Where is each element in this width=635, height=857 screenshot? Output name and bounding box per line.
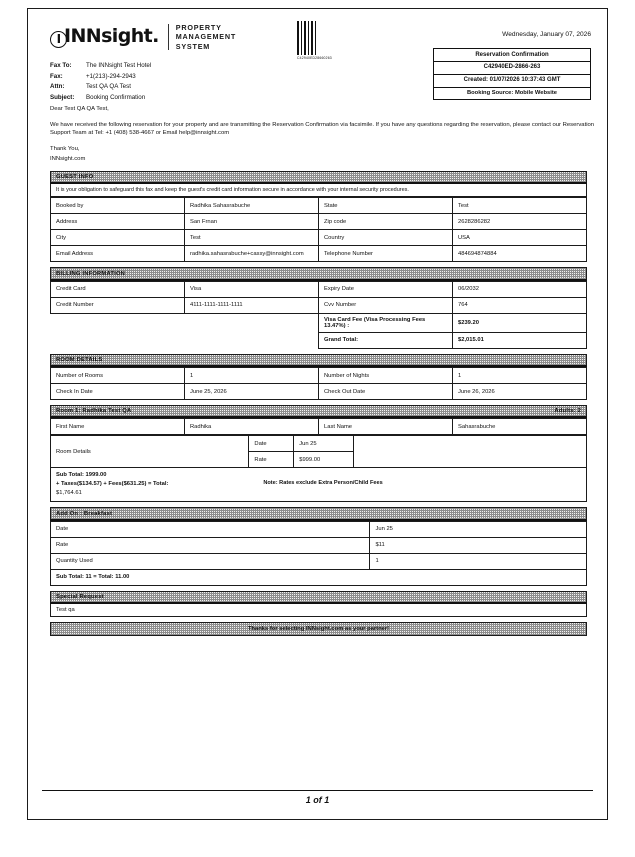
letter-signoff-2: INNsight.com	[50, 156, 86, 163]
room-1-title: Room 1: Radhika Test QA	[56, 408, 132, 415]
table-row	[51, 332, 587, 348]
logo-circle-icon: I	[50, 31, 67, 48]
special-request-section	[50, 591, 587, 617]
billing-blank-3	[51, 332, 185, 348]
room-details-section	[50, 354, 587, 400]
telephone-label: Telephone Number	[319, 246, 453, 262]
check-in-label: Check In Date	[51, 384, 185, 400]
billing-blank-1	[51, 313, 185, 332]
room-details-table	[50, 367, 587, 400]
room-details-title: ROOM DETAILS	[50, 354, 587, 367]
guest-info-section	[50, 171, 587, 262]
credit-number-value: 4111-1111-1111-1111	[185, 297, 319, 313]
room-1-guest-table	[50, 418, 587, 435]
fax-sheet	[27, 8, 608, 820]
table-row	[51, 313, 587, 332]
created-timestamp: Created: 01/07/2026 10:37:43 GMT	[434, 75, 590, 88]
logo-sub-line-3: SYSTEM	[175, 41, 211, 51]
table-row	[51, 246, 587, 262]
table-row	[51, 368, 587, 384]
add-on-quantity-label: Quantity Used	[51, 553, 370, 569]
fax-to-value: The INNsight Test Hotel	[86, 62, 152, 69]
table-row	[51, 537, 587, 553]
room-1-adults: Adults: 2	[554, 408, 581, 415]
room-1-rate-note: Note: Rates exclude Extra Person/Child Fees	[263, 480, 383, 487]
billing-table	[50, 281, 587, 349]
room-details-label: Room Details	[51, 436, 249, 468]
zip-value: 2628286282	[453, 214, 587, 230]
cvv-value: 764	[453, 297, 587, 313]
table-row	[51, 230, 587, 246]
logo-text: INNsight.	[64, 25, 159, 48]
add-on-section	[50, 507, 587, 585]
barcode-caption: C42940ED28660263	[297, 56, 332, 60]
booked-by-value: Radhika Sahasrabuche	[185, 198, 319, 214]
barcode-bar	[315, 21, 316, 55]
room-1-title-band	[50, 405, 587, 418]
page-number: 1 of 1	[305, 795, 330, 805]
grand-total-value: $2,015.01	[453, 332, 587, 348]
first-name-label: First Name	[51, 419, 185, 435]
num-rooms-label: Number of Rooms	[51, 368, 185, 384]
add-on-rate-value: $11	[370, 537, 587, 553]
fax-number-label: Fax:	[50, 72, 63, 80]
billing-blank-4	[185, 332, 319, 348]
barcode-bar	[297, 21, 299, 55]
grand-total-label: Grand Total:	[319, 332, 453, 348]
add-on-quantity-value: 1	[370, 553, 587, 569]
table-row	[51, 419, 587, 435]
table-row	[51, 198, 587, 214]
room-1-rate-table	[50, 435, 587, 468]
first-name-value: Radhika	[185, 419, 319, 435]
state-value: Test	[453, 198, 587, 214]
country-label: Country	[319, 230, 453, 246]
billing-section	[50, 267, 587, 348]
rate-label: Rate	[249, 452, 294, 468]
table-row	[51, 297, 587, 313]
booking-source: Booking Source: Mobile Website	[466, 90, 558, 97]
confirmation-code: C42940ED-2866-263	[434, 62, 590, 75]
logo-divider	[168, 24, 169, 50]
document-header	[42, 21, 595, 99]
telephone-value: 484694874884	[453, 246, 587, 262]
barcode	[297, 21, 332, 69]
card-fee-value: $239.20	[453, 313, 587, 332]
logo-sub-line-1: PROPERTY	[175, 23, 222, 32]
room-1-subtotal-block	[50, 468, 587, 502]
last-name-label: Last Name	[319, 419, 453, 435]
add-on-table	[50, 521, 587, 570]
check-in-value: June 25, 2026	[185, 384, 319, 400]
fax-number-value: +1(213)-294-2943	[86, 72, 136, 80]
last-name-value: Sahasrabuche	[453, 419, 587, 435]
add-on-date-label: Date	[51, 521, 370, 537]
address-value: San Frnan	[185, 214, 319, 230]
room-1-section	[50, 405, 587, 502]
city-value: Test	[185, 230, 319, 246]
add-on-date-value: Jun 25	[370, 521, 587, 537]
email-value: radhika.sahasrabuche+cassy@innsight.com	[185, 246, 319, 262]
guest-info-table	[50, 197, 587, 262]
rate-date-value: Jun 25	[294, 436, 354, 452]
document-date: Wednesday, January 07, 2026	[502, 31, 591, 38]
fax-to-label: Fax To:	[50, 62, 72, 69]
city-label: City	[51, 230, 185, 246]
thanks-banner: Thanks for selecting INNsight.com as your partner!	[50, 622, 587, 636]
letter-paragraph: We have received the following reservation for your property and are transmitting the Reservation Confirmation via facsimile. If you have any questions regarding the reservation, please contact our Reservation Support Team at Tel: +1 (408) 538-4667 or Email help@innsight.com	[50, 121, 595, 137]
logo-subtitle	[176, 23, 236, 51]
check-out-value: June 26, 2026	[453, 384, 587, 400]
special-request-title: Special Request	[50, 591, 587, 604]
table-row	[51, 436, 587, 452]
fax-attn-row	[50, 82, 151, 93]
zip-label: Zip code	[319, 214, 453, 230]
fax-subject-label: Subject:	[50, 93, 75, 101]
num-nights-value: 1	[453, 368, 587, 384]
special-request-value: Test qa	[50, 604, 587, 617]
fax-details	[50, 61, 151, 103]
reservation-box-title: Reservation Confirmation	[434, 49, 590, 62]
letter-salutation: Dear Test QA QA Test,	[50, 106, 109, 112]
letter-body	[50, 105, 595, 164]
logo-sub-line-2: MANAGEMENT	[175, 32, 237, 42]
state-label: State	[319, 198, 453, 214]
room-1-totals-line: + Taxes($134.57) + Fees($631.25) = Total:	[56, 481, 169, 488]
table-row	[51, 384, 587, 400]
table-row	[51, 214, 587, 230]
footer-divider	[42, 790, 593, 791]
reservation-summary-box	[433, 48, 591, 100]
fax-subject-row	[50, 93, 151, 104]
check-out-label: Check Out Date	[319, 384, 453, 400]
logo-wordmark	[50, 27, 159, 47]
billing-blank-2	[185, 313, 319, 332]
booked-by-label: Booked by	[51, 198, 185, 214]
fax-subject-value: Booking Confirmation	[86, 93, 146, 101]
credit-card-label: Credit Card	[51, 281, 185, 297]
country-value: USA	[453, 230, 587, 246]
table-row	[51, 521, 587, 537]
email-label: Email Address	[51, 246, 185, 262]
room-1-total-value: $1,764.61	[56, 490, 82, 497]
barcode-bar	[311, 21, 313, 55]
table-row	[51, 553, 587, 569]
expiry-value: 06/2032	[453, 281, 587, 297]
add-on-subtotal: Sub Total: 11 = Total: 11.00	[56, 573, 130, 580]
fax-attn-label: Attn:	[50, 83, 65, 91]
barcode-bar	[304, 21, 306, 55]
add-on-title: Add On : Breakfast	[50, 507, 587, 520]
guest-info-notice: It is your obligation to safeguard this fax and keep the guest's credit card information secure in accordance with your internal security procedures.	[50, 184, 587, 197]
address-label: Address	[51, 214, 185, 230]
sheet-content	[42, 21, 595, 636]
letter-signoff-1: Thank You,	[50, 145, 80, 152]
add-on-rate-label: Rate	[51, 537, 370, 553]
table-row	[51, 281, 587, 297]
barcode-bar	[308, 21, 309, 55]
barcode-bar	[301, 21, 302, 55]
barcode-bars	[297, 21, 319, 55]
billing-title: BILLING INFORMATION	[50, 267, 587, 280]
fax-attn-value: Test QA QA Test	[86, 83, 131, 91]
card-fee-label: Visa Card Fee (Visa Processing Fees 13.47%) :	[319, 313, 453, 332]
credit-card-value: Visa	[185, 281, 319, 297]
num-rooms-value: 1	[185, 368, 319, 384]
brand-logo	[50, 23, 236, 51]
add-on-subtotal-block	[50, 570, 587, 586]
fax-number-row	[50, 72, 151, 83]
cvv-label: Cvv Number	[319, 297, 453, 313]
num-nights-label: Number of Nights	[319, 368, 453, 384]
rate-date-label: Date	[249, 436, 294, 452]
page-footer	[42, 790, 593, 805]
room-1-subtotal: Sub Total: 1999.00	[56, 472, 107, 479]
credit-number-label: Credit Number	[51, 297, 185, 313]
rate-value: $999.00	[294, 452, 354, 468]
rate-blank-cell	[353, 436, 586, 468]
guest-info-title: GUEST INFO	[50, 171, 587, 184]
expiry-label: Expiry Date	[319, 281, 453, 297]
fax-to-row	[50, 61, 151, 72]
